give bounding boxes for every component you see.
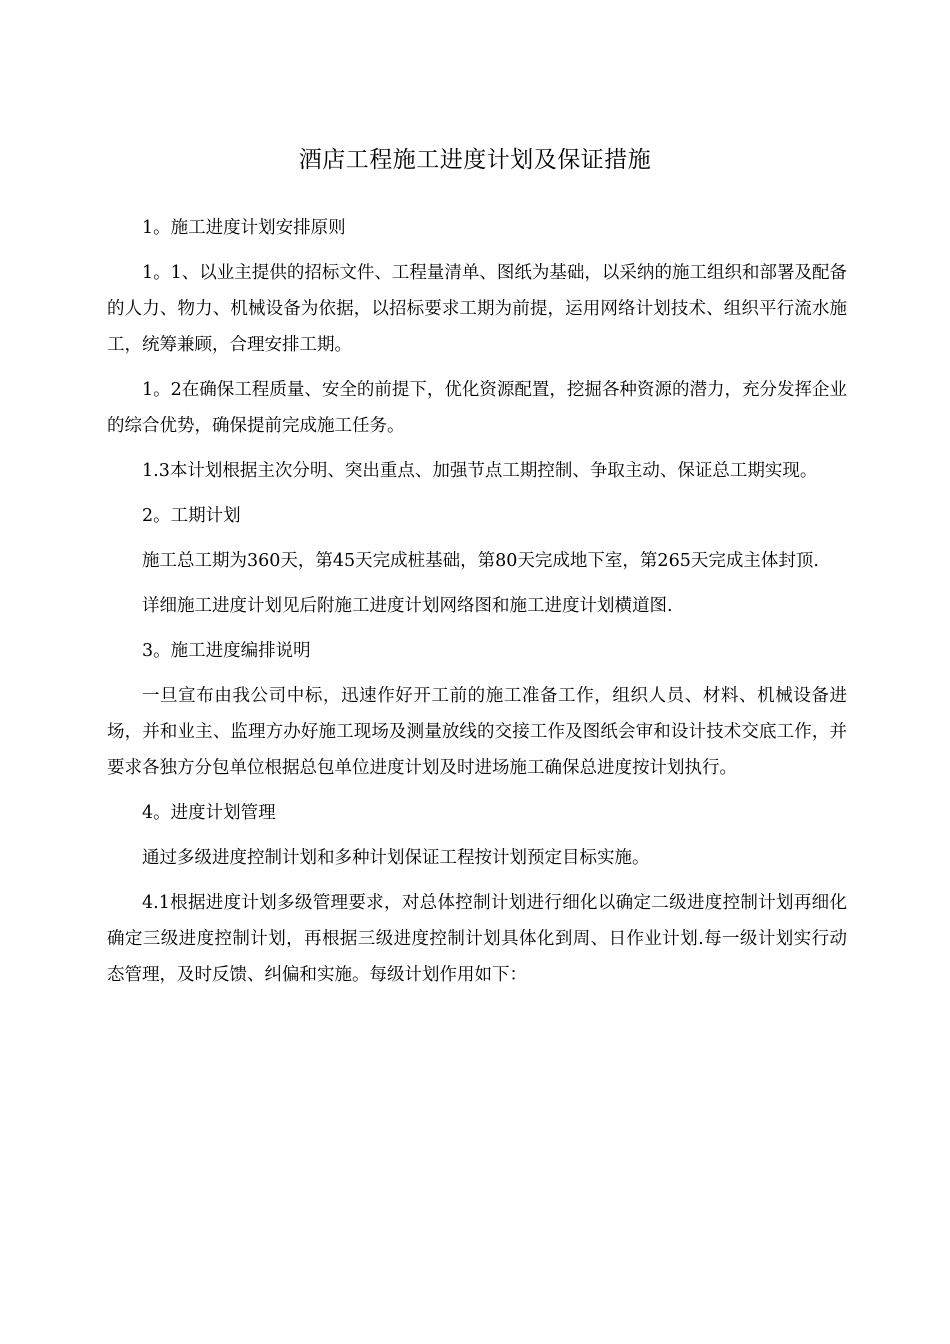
paragraph-4-1: 4.1根据进度计划多级管理要求，对总体控制计划进行细化以确定二级进度控制计划再细化确定三级进度控制计划，再根据三级进度控制计划具体化到周、日作业计划.每一级计划实行动态管理，及时反馈、纠偏和实施。每级计划作用如下：	[107, 893, 847, 985]
paragraph-1-3: 1.3本计划根据主次分明、突出重点、加强节点工期控制、争取主动、保证总工期实现。	[142, 461, 818, 481]
heading-1-principles: 1。施工进度计划安排原则	[142, 218, 346, 238]
document-body	[107, 210, 847, 1002]
paragraph-1-1: 1。1、以业主提供的招标文件、工程量清单、图纸为基础，以采纳的施工组织和部署及配备的人力、物力、机械设备为依据，以招标要求工期为前提，运用网络计划技术、组织平行流水施工，统筹兼顾，合理安排工期。	[107, 263, 847, 355]
paragraph-detailed-plan: 详细施工进度计划见后附施工进度计划网络图和施工进度计划横道图.	[142, 596, 673, 616]
heading-3-explanation: 3。施工进度编排说明	[142, 641, 311, 661]
document-title: 酒店工程施工进度计划及保证措施	[298, 147, 652, 173]
paragraph-1-2: 1。2在确保工程质量、安全的前提下，优化资源配置，挖掘各种资源的潜力，充分发挥企业的综合优势，确保提前完成施工任务。	[107, 380, 847, 436]
paragraph-preparation: 一旦宣布由我公司中标，迅速作好开工前的施工准备工作，组织人员、材料、机械设备进场，并和业主、监理方办好施工现场及测量放线的交接工作及图纸会审和设计技术交底工作，并要求各独方分包单位根据总包单位进度计划及时进场施工确保总进度按计划执行。	[107, 686, 847, 778]
heading-2-schedule: 2。工期计划	[142, 506, 241, 526]
paragraph-multilevel-control: 通过多级进度控制计划和多种计划保证工程按计划预定目标实施。	[142, 848, 650, 868]
heading-4-management: 4。进度计划管理	[142, 803, 276, 823]
paragraph-total-duration: 施工总工期为360天，第45天完成桩基础，第80天完成地下室，第265天完成主体封顶.	[142, 551, 819, 571]
